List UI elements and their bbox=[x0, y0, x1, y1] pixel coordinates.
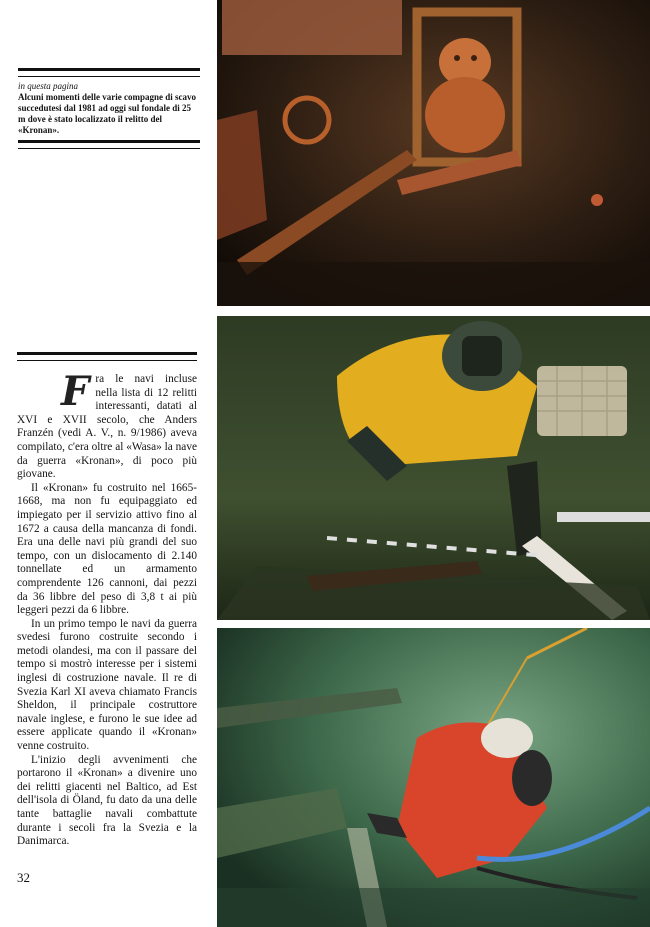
article-paragraph-1-text: ra le navi incluse nella lista di 12 relitti interessanti, datati al XVI e XVII secolo, che Anders Franzén (vedi A. V., n. 9/1986) aveva compilato, c'era oltre al «Wasa» la nave da guerra «Kronan», di poco più giovane. bbox=[17, 373, 197, 481]
photo-caption bbox=[18, 68, 200, 149]
photo-carved-cherub bbox=[217, 0, 650, 306]
article-paragraph-1 bbox=[17, 368, 197, 482]
article-paragraph-3: In un primo tempo le navi da guerra svedesi furono costruite secondo i metodi olandesi, ma con il passare del tempo si mostrò interesse per i sistemi inglesi di costruzione navale. Il re di Svezia Karl XI aveva chiamato Francis Sheldon, il principale costruttore navale inglese, e furono le sue idee ad essere applicate quando il «Kronan» venne costruito. bbox=[17, 617, 197, 753]
photo-diver-orange bbox=[217, 628, 650, 927]
drop-cap: F bbox=[61, 368, 90, 415]
article-column bbox=[17, 352, 197, 849]
caption-text: Alcuni momenti delle varie compagne di scavo succedutesi dal 1981 ad oggi sul fondale di 25 m dove è stato localizzato il relitto del «Kronan». bbox=[18, 92, 196, 135]
page-number: 32 bbox=[17, 870, 30, 885]
article-paragraph-4: L'inizio degli avvenimenti che portarono il «Kronan» a divenire uno dei relitti giacenti nel Baltico, ad Est dell'isola di Öland, fu dato da una delle tante battaglie navali combattute durante i secoli fra la Svezia e la Danimarca. bbox=[17, 753, 197, 848]
caption-bottom-rule bbox=[18, 140, 200, 149]
article-top-rule bbox=[17, 352, 197, 361]
caption-top-rule bbox=[18, 68, 200, 77]
article-paragraph-2: Il «Kronan» fu costruito nel 1665-1668, ma non fu equipaggiato ed impiegato per il servizio attivo fino al 1672 a causa della mancanza di fondi. Era una delle navi più grandi del suo tempo, con un dislocamento di 2.140 tonnellate ed un armamento comprendente 126 cannoni, dai pezzi da 36 libbre del peso di 3,8 t ai più leggeri pezzi da 6 libbre. bbox=[17, 481, 197, 617]
photo-diver-yellow bbox=[217, 316, 650, 620]
caption-kicker: in questa pagina bbox=[18, 81, 78, 91]
